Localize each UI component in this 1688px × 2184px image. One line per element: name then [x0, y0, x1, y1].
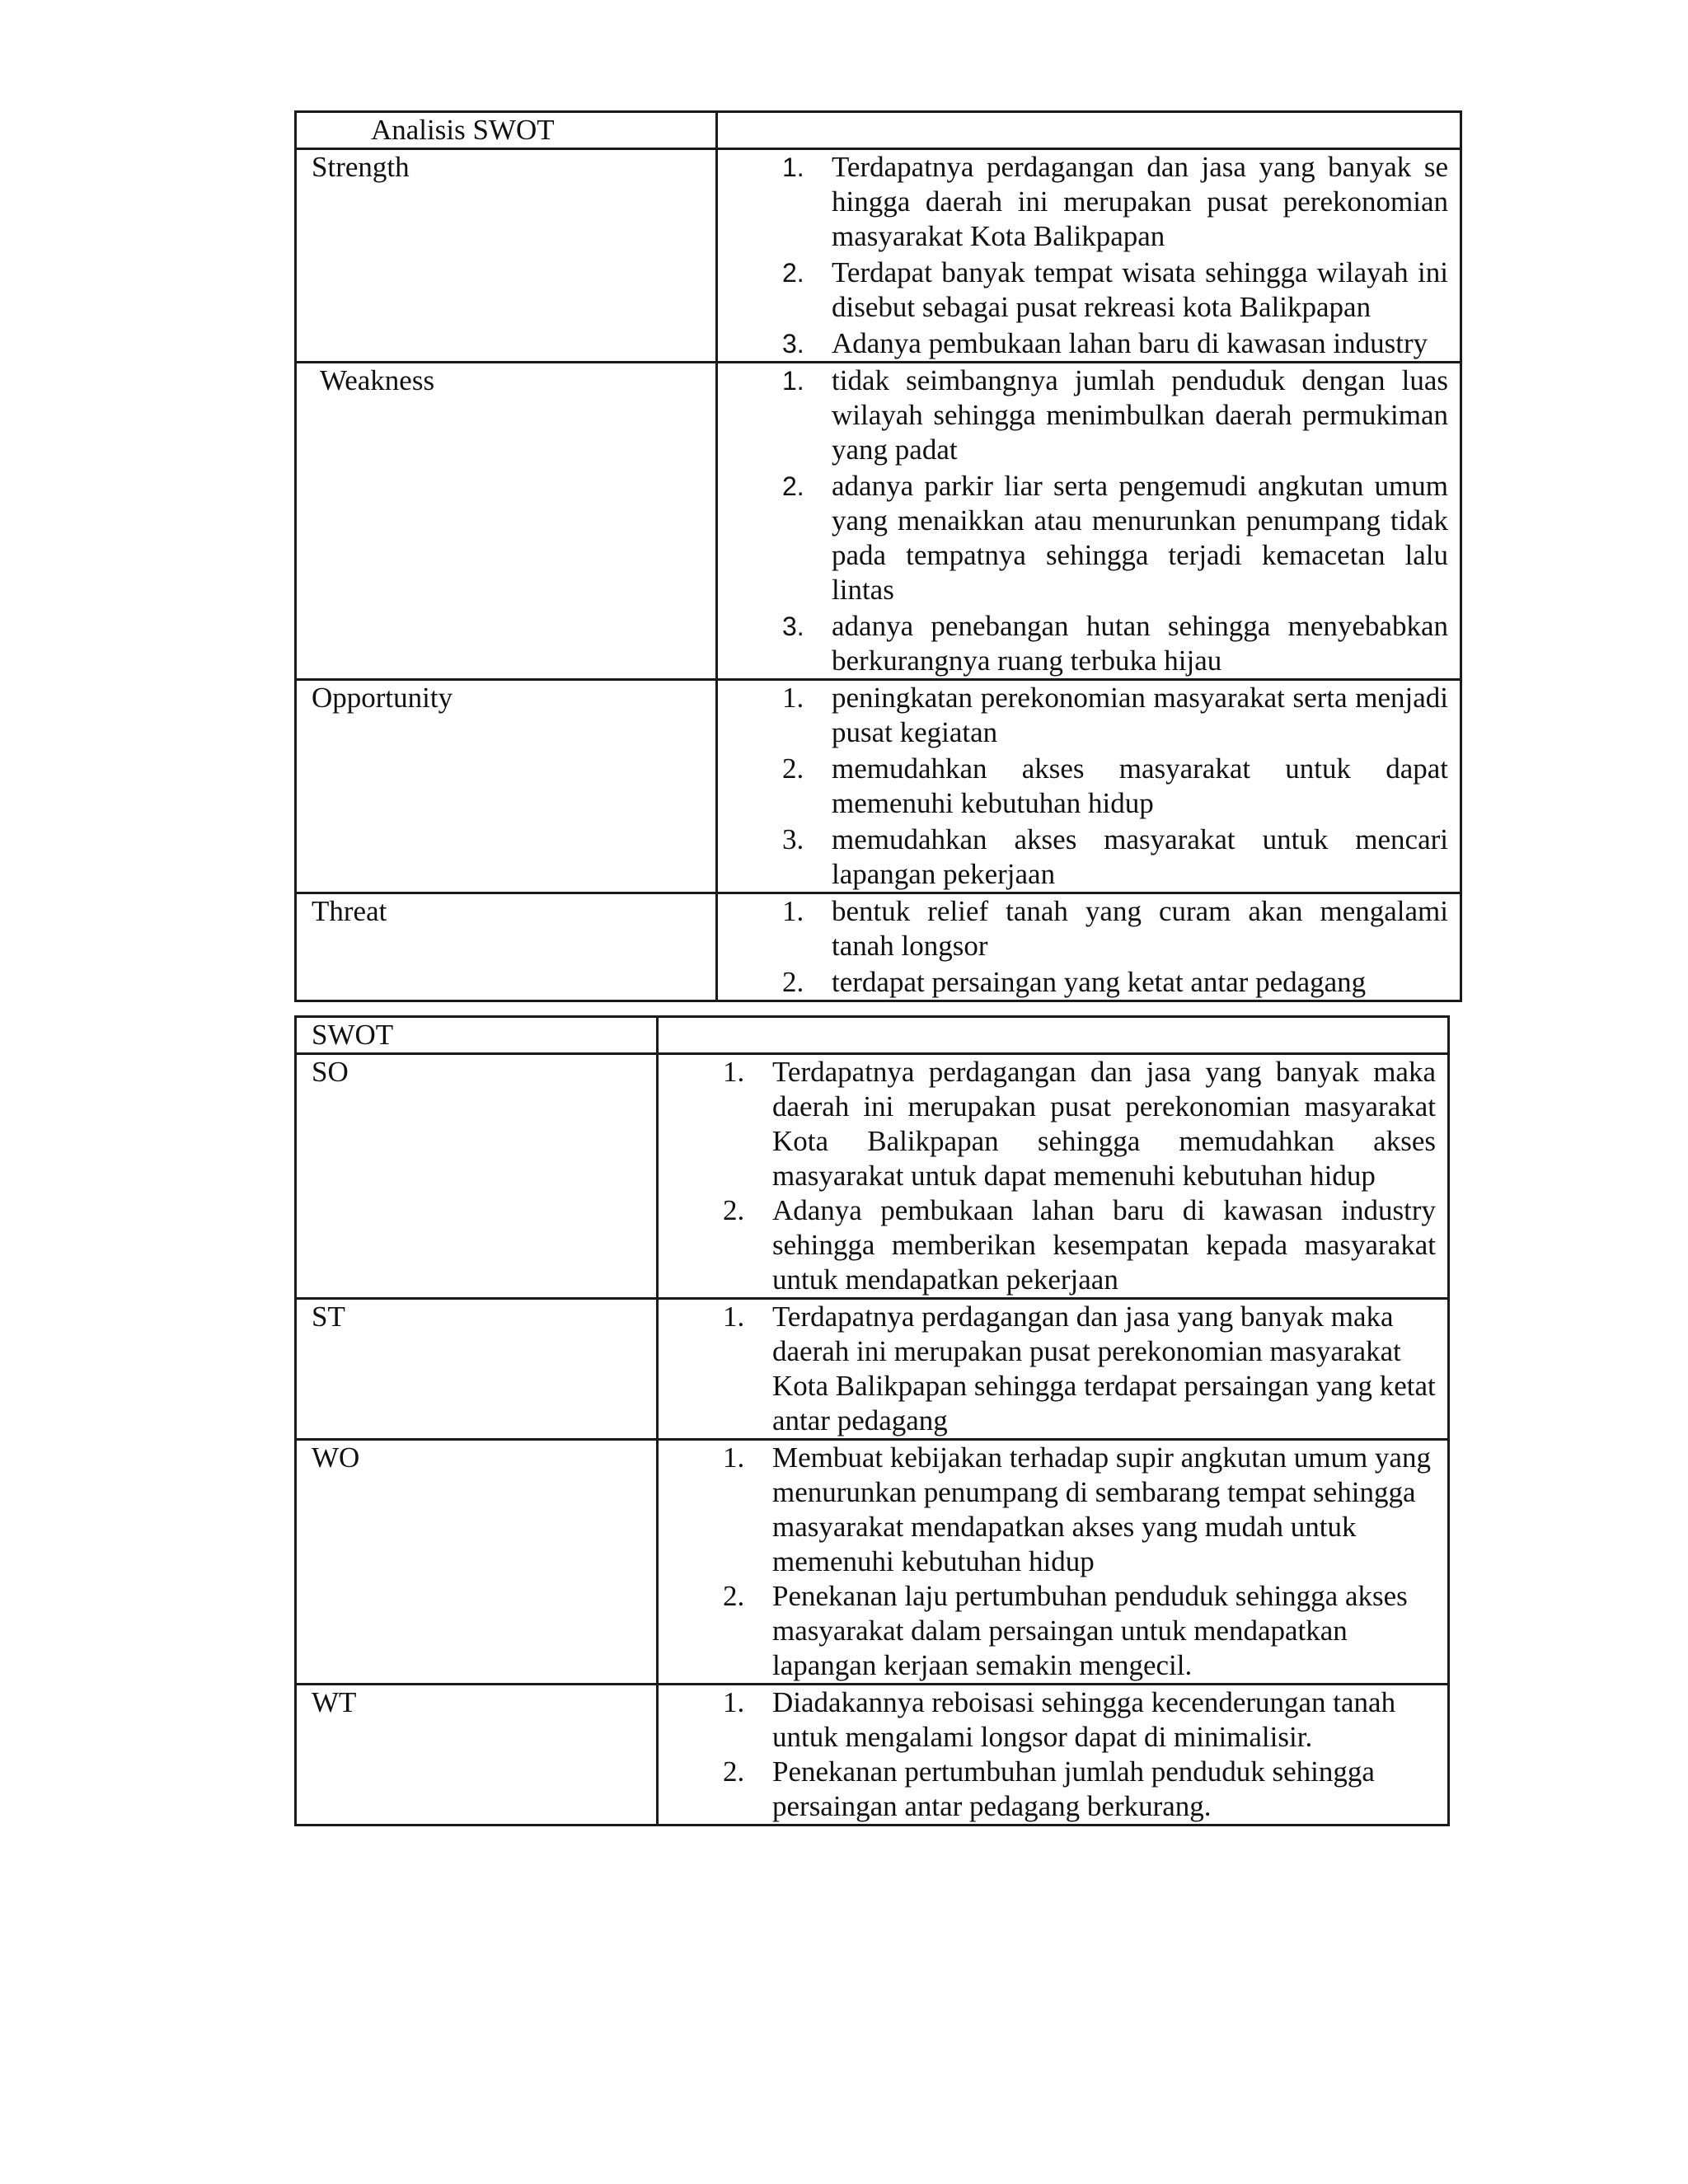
table-row-weakness	[296, 363, 1461, 680]
list-number: 1.	[723, 1301, 745, 1333]
list-number: 2.	[782, 258, 804, 288]
row-content-wo	[658, 1440, 1449, 1685]
list-item-text: Adanya pembukaan lahan baru di kawasan industry	[832, 327, 1428, 359]
table-header-row	[296, 1017, 1449, 1054]
list-item	[659, 1193, 1436, 1297]
list-number: 1.	[723, 1056, 745, 1088]
table-header-empty-cell	[717, 112, 1461, 149]
list-item	[659, 1441, 1436, 1579]
list-number: 2.	[723, 1755, 745, 1788]
list-number: 1.	[782, 682, 804, 714]
list-item-text: Membuat kebijakan terhadap supir angkutan umum yang menurunkan penumpang di sembarang tempat sehingga masyarakat mendapatkan akses yang mudah untuk memenuhi kebutuhan hidup	[772, 1441, 1431, 1577]
table-row-threat	[296, 893, 1461, 1001]
threat-list	[718, 894, 1448, 1000]
list-number: 3.	[782, 823, 804, 855]
row-content-threat	[717, 893, 1461, 1001]
table-row-strength	[296, 149, 1461, 363]
row-label-opportunity: Opportunity	[296, 680, 717, 893]
table-header-label: Analisis SWOT	[296, 112, 717, 149]
list-item-text: peningkatan perekonomian masyarakat serta menjadi pusat kegiatan	[832, 682, 1448, 748]
row-content-wt	[658, 1685, 1449, 1825]
list-item	[659, 1755, 1436, 1824]
list-item-text: terdapat persaingan yang ketat antar pedagang	[832, 966, 1367, 998]
list-item-text: Terdapatnya perdagangan dan jasa yang banyak se hingga daerah ini merupakan pusat perekonomian masyarakat Kota Balikpapan	[832, 151, 1448, 252]
list-item	[659, 1055, 1436, 1193]
opportunity-list	[718, 681, 1448, 892]
list-item	[718, 752, 1448, 821]
list-item	[718, 894, 1448, 963]
row-content-opportunity	[717, 680, 1461, 893]
list-item	[718, 255, 1448, 325]
swot-strategy-table	[294, 1015, 1450, 1826]
st-list	[659, 1300, 1436, 1438]
weakness-list	[718, 363, 1448, 678]
list-number: 1.	[782, 366, 804, 396]
table-header-row	[296, 112, 1461, 149]
list-item	[718, 363, 1448, 467]
list-item-text: memudahkan akses masyarakat untuk dapat memenuhi kebutuhan hidup	[832, 752, 1448, 819]
table-row-opportunity	[296, 680, 1461, 893]
list-number: 2.	[782, 752, 804, 785]
list-item	[718, 609, 1448, 678]
list-item-text: Terdapatnya perdagangan dan jasa yang banyak maka daerah ini merupakan pusat perekonomian masyarakat Kota Balikpapan sehingga memudahkan akses masyarakat untuk dapat memenuhi kebutuhan hidup	[772, 1056, 1436, 1192]
strength-list	[718, 150, 1448, 361]
list-item	[659, 1685, 1436, 1755]
row-label-weakness: Weakness	[296, 363, 717, 680]
list-item	[718, 150, 1448, 254]
table-row-st	[296, 1299, 1449, 1440]
list-number: 1.	[723, 1686, 745, 1718]
list-item-text: bentuk relief tanah yang curam akan mengalami tanah longsor	[832, 895, 1448, 962]
table-row-so	[296, 1054, 1449, 1299]
list-item-text: Penekanan laju pertumbuhan penduduk sehingga akses masyarakat dalam persaingan untuk mendapatkan lapangan kerjaan semakin mengecil.	[772, 1580, 1408, 1681]
list-item-text: tidak seimbangnya jumlah penduduk dengan luas wilayah sehingga menimbulkan daerah permukiman yang padat	[832, 364, 1448, 466]
row-label-strength: Strength	[296, 149, 717, 363]
list-number: 3.	[782, 612, 804, 641]
table-row-wt	[296, 1685, 1449, 1825]
table-header-empty-cell	[658, 1017, 1449, 1054]
list-item-text: memudahkan akses masyarakat untuk mencari lapangan pekerjaan	[832, 823, 1448, 890]
list-item-text: Terdapat banyak tempat wisata sehingga wilayah ini disebut sebagai pusat rekreasi kota Balikpapan	[832, 256, 1448, 323]
list-item-text: adanya penebangan hutan sehingga menyebabkan berkurangnya ruang terbuka hijau	[832, 610, 1448, 677]
so-list	[659, 1055, 1436, 1297]
list-number: 1.	[782, 895, 804, 927]
row-label-wo: WO	[296, 1440, 658, 1685]
list-number: 3.	[782, 329, 804, 359]
list-item-text: Terdapatnya perdagangan dan jasa yang banyak maka daerah ini merupakan pusat perekonomian masyarakat Kota Balikpapan sehingga terdapat persaingan yang ketat antar pedagang	[772, 1301, 1436, 1436]
wo-list	[659, 1441, 1436, 1683]
list-item	[718, 326, 1448, 361]
list-item-text: Adanya pembukaan lahan baru di kawasan industry sehingga memberikan kesempatan kepada masyarakat untuk mendapatkan pekerjaan	[772, 1194, 1436, 1296]
swot-analysis-table	[294, 110, 1462, 1002]
list-number: 2.	[723, 1194, 745, 1226]
list-item	[718, 469, 1448, 607]
list-item	[659, 1300, 1436, 1438]
list-item	[718, 823, 1448, 892]
list-number: 1.	[723, 1441, 745, 1474]
row-content-st	[658, 1299, 1449, 1440]
list-item-text: Diadakannya reboisasi sehingga kecenderungan tanah untuk mengalami longsor dapat di minimalisir.	[772, 1686, 1396, 1753]
table-header-label: SWOT	[296, 1017, 658, 1054]
wt-list	[659, 1685, 1436, 1824]
list-number: 2.	[723, 1580, 745, 1612]
row-label-so: SO	[296, 1054, 658, 1299]
row-label-st: ST	[296, 1299, 658, 1440]
list-item	[659, 1579, 1436, 1683]
list-item-text: adanya parkir liar serta pengemudi angkutan umum yang menaikkan atau menurunkan penumpang tidak pada tempatnya sehingga terjadi kemacetan lalu lintas	[832, 470, 1448, 606]
row-label-threat: Threat	[296, 893, 717, 1001]
row-label-wt: WT	[296, 1685, 658, 1825]
list-number: 1.	[782, 152, 804, 182]
list-number: 2.	[782, 471, 804, 501]
row-content-strength	[717, 149, 1461, 363]
table-row-wo	[296, 1440, 1449, 1685]
list-item-text: Penekanan pertumbuhan jumlah penduduk sehingga persaingan antar pedagang berkurang.	[772, 1755, 1375, 1822]
list-number: 2.	[782, 966, 804, 998]
row-content-weakness	[717, 363, 1461, 680]
row-content-so	[658, 1054, 1449, 1299]
list-item	[718, 965, 1448, 1000]
list-item	[718, 681, 1448, 750]
